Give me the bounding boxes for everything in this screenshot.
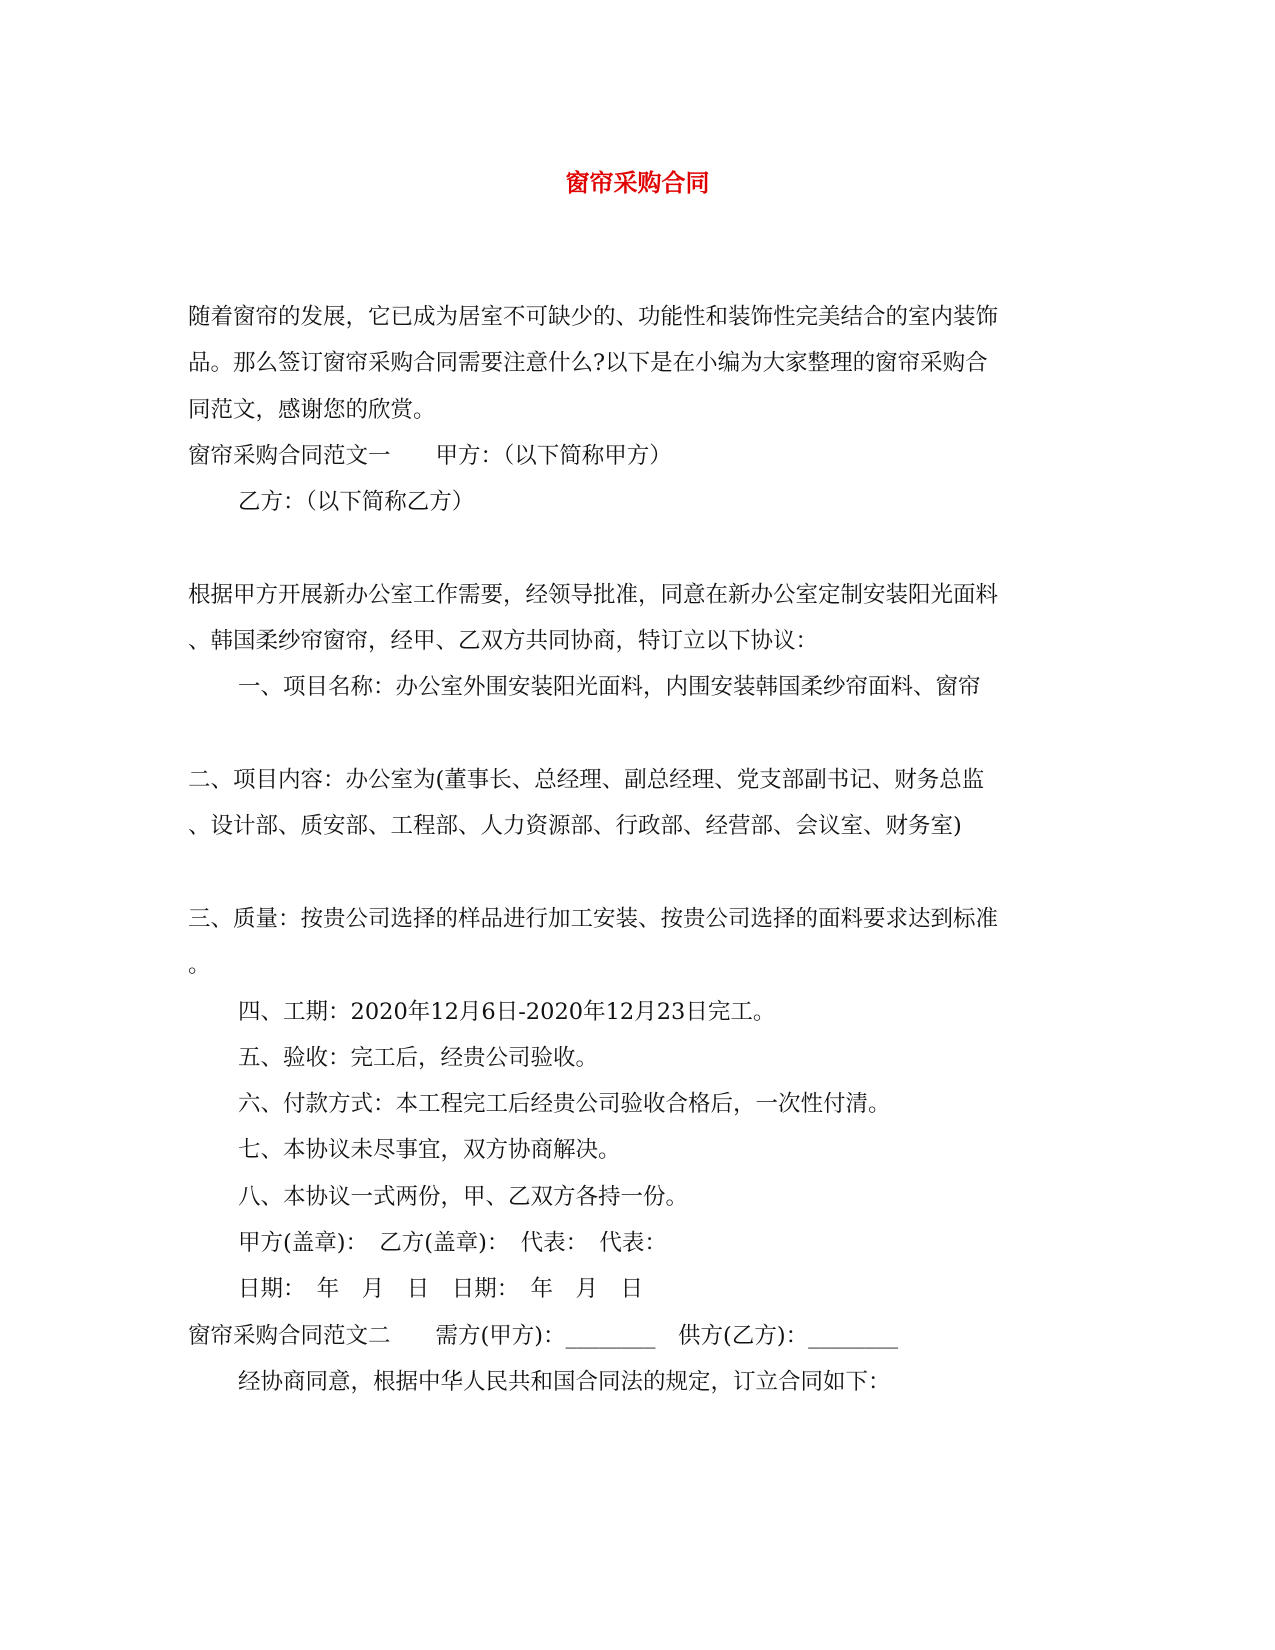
page-title: 窗帘采购合同 [565, 168, 710, 197]
paragraph-line: 、韩国柔纱帘窗帘，经甲、乙双方共同协商，特订立以下协议： [188, 628, 819, 654]
section-heading-line: 窗帘采购合同范文一 甲方：（以下简称甲方） [188, 443, 672, 469]
clause-line: 。 [188, 952, 211, 978]
clause-line: 六、付款方式：本工程完工后经贵公司验收合格后，一次性付清。 [238, 1091, 891, 1117]
clause-line: 七、本协议未尽事宜，双方协商解决。 [238, 1137, 621, 1163]
paragraph-line: 随着窗帘的发展，它已成为居室不可缺少的、功能性和装饰性完美结合的室内装饰 [188, 304, 999, 330]
clause-line: 五、验收：完工后，经贵公司验收。 [238, 1045, 599, 1071]
clause-line: 一、项目名称：办公室外围安装阳光面料，内围安装韩国柔纱帘面料、窗帘 [238, 674, 981, 700]
clause-line: 八、本协议一式两份，甲、乙双方各持一份。 [238, 1184, 689, 1210]
paragraph-line: 根据甲方开展新办公室工作需要，经领导批准，同意在新办公室定制安装阳光面料 [188, 582, 999, 608]
signature-line: 甲方(盖章)： 乙方(盖章)： 代表： 代表： [238, 1230, 667, 1256]
date-line: 日期： 年 月 日 日期： 年 月 日 [238, 1276, 644, 1302]
paragraph-line: 同范文，感谢您的欣赏。 [188, 397, 436, 423]
paragraph-line: 品。那么签订窗帘采购合同需要注意什么?以下是在小编为大家整理的窗帘采购合 [188, 350, 988, 376]
section-heading-line: 窗帘采购合同范文二 需方(甲方)：________ 供方(乙方)：________ [188, 1323, 899, 1349]
clause-line: 二、项目内容：办公室为(董事长、总经理、副总经理、党支部副书记、财务总监 [188, 767, 985, 793]
paragraph-line: 乙方：（以下简称乙方） [238, 489, 475, 515]
clause-line: 三、质量：按贵公司选择的样品进行加工安装、按贵公司选择的面料要求达到标准 [188, 906, 999, 932]
clause-line: 四、工期：2020年12月6日-2020年12月23日完工。 [238, 999, 776, 1025]
clause-line: 、设计部、质安部、工程部、人力资源部、行政部、经营部、会议室、财务室) [188, 813, 962, 839]
paragraph-line: 经协商同意，根据中华人民共和国合同法的规定，订立合同如下： [238, 1369, 891, 1395]
